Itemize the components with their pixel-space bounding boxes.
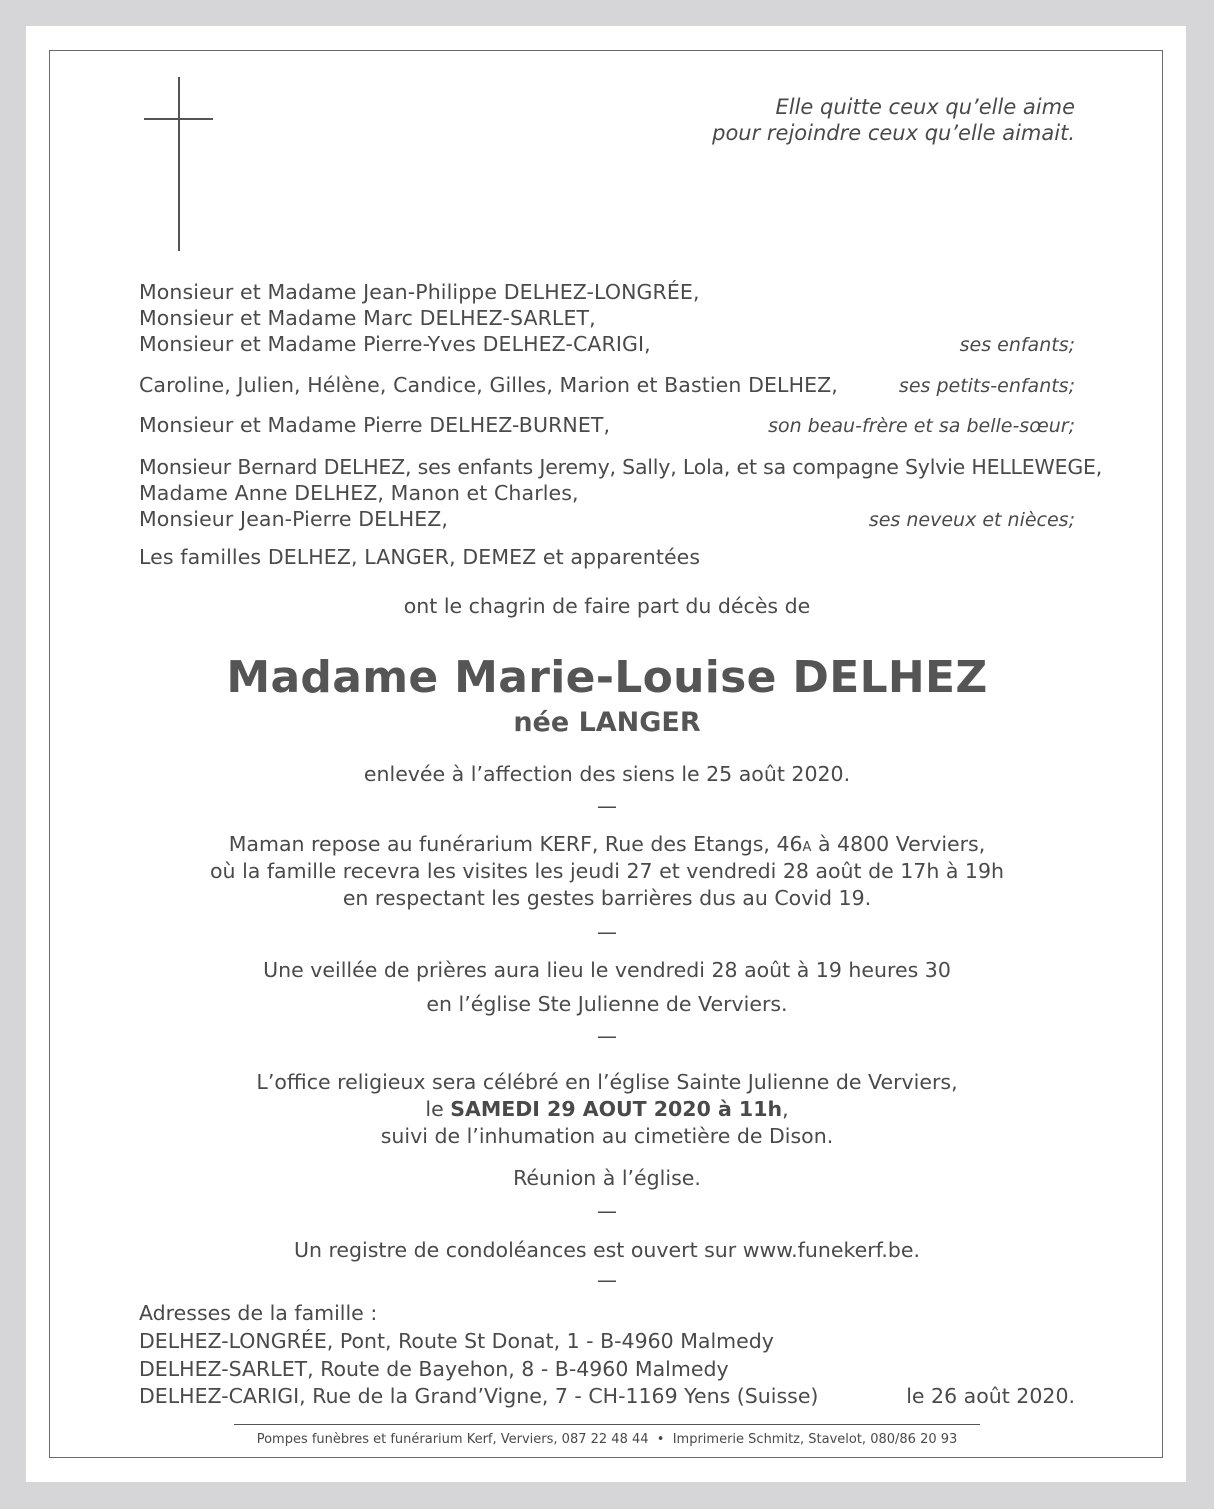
- vigil-line-1: Une veillée de prières aura lieu le vendredi 28 août à 19 heures 30: [263, 958, 951, 982]
- separator: —: [597, 920, 617, 944]
- separator: —: [597, 1268, 617, 1292]
- address-line: DELHEZ-LONGRÉE, Pont, Route St Donat, 1 - B-4960 Malmedy: [139, 1329, 774, 1353]
- family-relation: ses neveux et nièces;: [868, 509, 1075, 531]
- announcement: ont le chagrin de faire part du décès de: [403, 594, 811, 618]
- condolence-register: Un registre de condoléances est ouvert sur www.funekerf.be.: [293, 1238, 921, 1262]
- family-line: Monsieur et Madame Pierre-Yves DELHEZ-CARIGI,: [139, 332, 651, 356]
- cross-icon: [178, 77, 180, 251]
- family-line: Monsieur et Madame Jean-Philippe DELHEZ-LONGRÉE,: [139, 280, 700, 304]
- epigraph-line-2: pour rejoindre ceux qu’elle aimait.: [712, 121, 1075, 145]
- death-notice: enlevée à l’affection des siens le 25 août 2020.: [363, 762, 851, 786]
- separator: —: [597, 1024, 617, 1048]
- separator: —: [597, 794, 617, 818]
- service-line-2: le SAMEDI 29 AOUT 2020 à 11h,: [425, 1097, 789, 1121]
- cross-icon-bar: [144, 118, 213, 120]
- family-relation: ses petits-enfants;: [898, 375, 1075, 397]
- family-line: Les familles DELHEZ, LANGER, DEMEZ et apparentées: [139, 545, 701, 569]
- deceased-maiden-name: née LANGER: [513, 707, 701, 738]
- epigraph-line-1: Elle quitte ceux qu’elle aime: [775, 95, 1075, 119]
- family-line: Monsieur Bernard DELHEZ, ses enfants Jeremy, Sally, Lola, et sa compagne Sylvie HELLEWEGE,: [139, 455, 1103, 479]
- card-sheet: [26, 26, 1186, 1482]
- service-line-1: L’office religieux sera célébré en l’église Sainte Julienne de Verviers,: [256, 1070, 958, 1094]
- footer-rule: [234, 1424, 980, 1425]
- deceased-name: Madame Marie-Louise DELHEZ: [226, 652, 988, 703]
- family-line: Monsieur et Madame Pierre DELHEZ-BURNET,: [139, 413, 611, 437]
- family-line: Monsieur Jean-Pierre DELHEZ,: [139, 507, 449, 531]
- separator: —: [597, 1199, 617, 1223]
- vigil-line-2: en l’église Ste Julienne de Verviers.: [426, 992, 788, 1016]
- addresses-heading: Adresses de la famille :: [139, 1301, 378, 1325]
- visitation-line-1: Maman repose au funérarium KERF, Rue des Etangs, 46A à 4800 Verviers,: [228, 832, 986, 856]
- visitation-line-3: en respectant les gestes barrières dus au Covid 19.: [342, 886, 872, 910]
- visitation-line-2: où la famille recevra les visites les jeudi 27 et vendredi 28 août de 17h à 19h: [210, 859, 1004, 883]
- address-line: DELHEZ-CARIGI, Rue de la Grand’Vigne, 7 - CH-1169 Yens (Suisse): [139, 1384, 819, 1408]
- family-relation: ses enfants;: [959, 334, 1075, 356]
- family-line: Monsieur et Madame Marc DELHEZ-SARLET,: [139, 306, 596, 330]
- family-line: Madame Anne DELHEZ, Manon et Charles,: [139, 481, 579, 505]
- service-meeting: Réunion à l’église.: [513, 1166, 701, 1190]
- footer-credits: Pompes funèbres et funérarium Kerf, Verviers, 087 22 48 44 • Imprimerie Schmitz, Stavelot, 080/86 20 93: [256, 1432, 958, 1447]
- service-line-3: suivi de l’inhumation au cimetière de Dison.: [380, 1124, 834, 1148]
- family-relation: son beau-frère et sa belle-sœur;: [768, 415, 1075, 437]
- address-line: DELHEZ-SARLET, Route de Bayehon, 8 - B-4960 Malmedy: [139, 1357, 729, 1381]
- family-line: Caroline, Julien, Hélène, Candice, Gilles, Marion et Bastien DELHEZ,: [139, 373, 838, 397]
- notice-date: le 26 août 2020.: [906, 1384, 1075, 1408]
